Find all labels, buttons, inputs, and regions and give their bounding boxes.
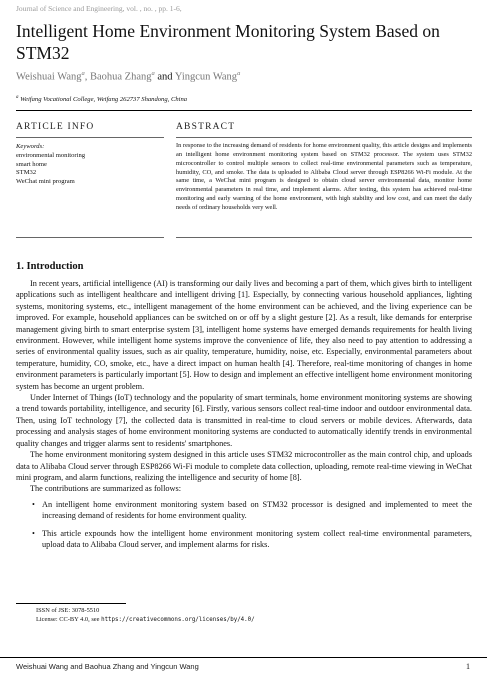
keyword: WeChat mini program bbox=[16, 178, 75, 186]
list-item-text: An intelligent home environment monitoring system based on STM32 processor is designed and implemented to meet the increasing demand of residents for home environment quality. bbox=[42, 499, 472, 521]
keyword: environmental monitoring bbox=[16, 151, 86, 159]
article-info-divider bbox=[16, 137, 164, 138]
list-item-text: This article expounds how the intelligent home environment monitoring system collect real-time environmental parameters, upload data to Alibaba Cloud server, and implement alarms for risks. bbox=[42, 528, 472, 549]
abstract-text: In response to the increasing demand of residents for home environment quality, this article designs and implements an intelligent home environment monitoring system based on STM32 processor. The system uses STM32 microcontroller to control multiple sensors to collect real-time environmental parameters such as temperature, humidity, CO, and smoke. The data is uploaded to Alibaba Cloud server through ESP8266 Wi-Fi module. At the same time, a WeChat mini program is designed to obtain cloud server environmental data, monitor home environmental parameters in real time, and implement alarms. After testing, this system has achieved real-time monitoring and early warning of the home environment, with high stability and low cost, and can meet the daily needs of ordinary households very well. bbox=[176, 142, 472, 211]
list-item bbox=[16, 528, 472, 551]
paragraph: Under Internet of Things (IoT) technology and the popularity of smart terminals, home environment monitoring systems are showing a trend towards portability, intelligence, and security [6]. Firstly, various sensors collect real-time indoor and outdoor environmental data. Then, using IoT technology [7], the collected data is transmitted in real-time to cloud servers or mobile devices. Afterwards, data processing and analysis stages of home environment monitoring systems are conducted to automatically identify trends in environmental quality changes and trigger alarms sent to residents' smartphones. bbox=[16, 393, 472, 448]
author-name: Weishuai Wang bbox=[16, 71, 82, 83]
paper-title: Intelligent Home Environment Monitoring System Based on STM32 bbox=[16, 21, 440, 63]
header-divider bbox=[16, 110, 472, 111]
abstract-divider bbox=[176, 137, 472, 138]
article-info-bottom-divider bbox=[16, 237, 164, 238]
footer-authors: Weishuai Wang and Baohua Zhang and Yingcun Wang bbox=[16, 662, 199, 671]
keyword: smart home bbox=[16, 160, 47, 168]
author-affil-mark: a bbox=[81, 70, 85, 77]
issn-text: ISSN of JSE: 3078-5510 bbox=[36, 607, 100, 614]
article-info-heading: ARTICLE INFO bbox=[16, 122, 95, 132]
bullet-icon: • bbox=[32, 528, 35, 538]
affiliation-text: Weifang Vocational College, Weifang 262737 Shandong, China bbox=[20, 96, 188, 104]
paragraph: In recent years, artificial intelligence (AI) is transforming our daily lives and becoming a part of them, which gives birth to intelligent applications such as intelligent healthcare and intelligent driving [1]. Especially, by connecting various household appliances, lighting systems, monitoring systems, etc., intelligent management of the home environment can be achieved, and the living experience can be improved. For example, household appliances can be switched on or off by a slight gesture [2]. As a result, like demands for enterprise management giving birth to smart enterprise system [3], intelligent home systems have emerged demands requirements for health living environment. However, while intelligent home systems improve the convenience of life, they also need to pay attention to addressing a series of environmental quality issues, such as air quality, temperature, humidity, noise, etc. Especially, environmental parameters about temperature, humidity, CO, smoke, etc., have a direct impact on human health [4]. Therefore, real-time monitoring of changes in home environment parameters is particularly important [5]. How to design and implement an effective intelligent home environment monitoring system has become an urgent problem. bbox=[16, 279, 472, 391]
license-prefix: License: CC-BY 4.0, see bbox=[36, 616, 102, 623]
author-separator: and bbox=[157, 71, 173, 83]
author-separator: , bbox=[84, 71, 88, 83]
bullet-icon: • bbox=[32, 499, 35, 509]
license-link[interactable]: https://creativecommons.org/licenses/by/4.0/ bbox=[101, 617, 255, 623]
section-heading-introduction: 1. Introduction bbox=[16, 261, 84, 272]
contribution-list bbox=[16, 499, 472, 551]
footnote-divider bbox=[16, 603, 126, 604]
footnote bbox=[36, 606, 255, 625]
paragraph: The contributions are summarized as follows: bbox=[30, 484, 181, 494]
abstract-bottom-divider bbox=[176, 237, 472, 238]
author-name: Baohua Zhang bbox=[89, 71, 152, 83]
keywords-block bbox=[16, 143, 85, 187]
author-name: Yingcun Wang bbox=[174, 71, 238, 83]
paragraph: The home environment monitoring system designed in this article uses STM32 microcontroller as the main control chip, and uploads data to Alibaba Cloud server through ESP8266 Wi-Fi module to complete data collection, uploading, remote real-time viewing in WeChat mini program, and alarm functions, realizing the intelligence and security of home [8]. bbox=[16, 450, 472, 482]
introduction-body bbox=[16, 278, 472, 556]
footer-divider bbox=[0, 657, 487, 658]
keywords-label: Keywords: bbox=[16, 143, 45, 150]
page-number: 1 bbox=[466, 662, 470, 671]
author-affil-mark: a bbox=[237, 70, 241, 77]
author-list bbox=[16, 70, 240, 83]
journal-citation: Journal of Science and Engineering, vol. , no. , pp. 1-6, bbox=[16, 4, 182, 13]
license-text bbox=[36, 615, 255, 625]
author-affil-mark: a bbox=[151, 70, 155, 77]
abstract-heading: ABSTRACT bbox=[176, 122, 236, 132]
affiliation bbox=[16, 95, 187, 103]
affiliation-mark: a bbox=[16, 95, 19, 100]
keyword: STM32 bbox=[16, 169, 37, 177]
list-item bbox=[16, 499, 472, 522]
